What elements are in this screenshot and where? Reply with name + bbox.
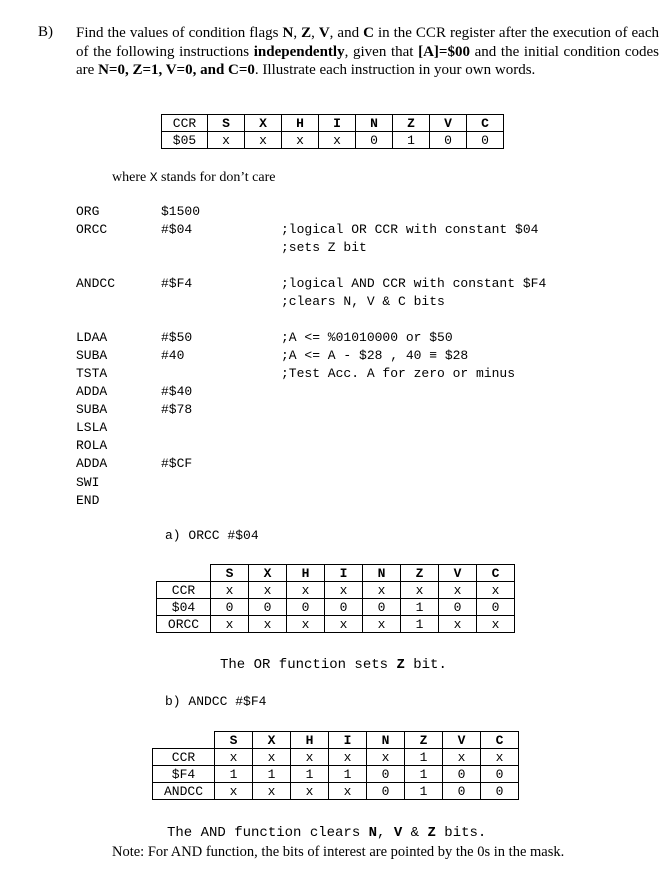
table-cell: x bbox=[319, 132, 356, 149]
section-a-title: a) ORCC #$04 bbox=[165, 528, 259, 543]
table-cell: 0 bbox=[287, 599, 325, 616]
table-cell: 0 bbox=[249, 599, 287, 616]
table-header-cell: H bbox=[291, 732, 329, 749]
table-cell: 1 bbox=[405, 749, 443, 766]
table-row bbox=[157, 599, 515, 616]
table-cell: x bbox=[245, 132, 282, 149]
table-cell: x bbox=[215, 783, 253, 800]
table-cell: $05 bbox=[162, 132, 208, 149]
table-header-cell: S bbox=[211, 565, 249, 582]
table-cell: x bbox=[211, 616, 249, 633]
table-cell: 0 bbox=[443, 783, 481, 800]
table-row-label: $04 bbox=[157, 599, 211, 616]
section-b-title: b) ANDCC #$F4 bbox=[165, 694, 267, 709]
table-cell: x bbox=[477, 582, 515, 599]
table-cell: x bbox=[325, 616, 363, 633]
table-header-cell: Z bbox=[393, 115, 430, 132]
table-header-cell: X bbox=[245, 115, 282, 132]
table-cell: x bbox=[287, 616, 325, 633]
table-header-row bbox=[157, 565, 515, 582]
andcc-table bbox=[152, 731, 519, 800]
table-cell: x bbox=[329, 749, 367, 766]
table-cell: x bbox=[443, 749, 481, 766]
table-row bbox=[157, 582, 515, 599]
table-header-cell: H bbox=[282, 115, 319, 132]
question-text: Find the values of condition flags N, Z, V, and C in the CCR register after the execution of each of the following instructions independently, given that [A]=$00 and the initial condition codes are N=0, Z=1, V=0, and C=0. Illustrate each instruction in your own words. bbox=[76, 25, 659, 79]
table-cell: x bbox=[363, 582, 401, 599]
table-cell: 0 bbox=[467, 132, 504, 149]
table-cell: x bbox=[367, 749, 405, 766]
table-row-label: ORCC bbox=[157, 616, 211, 633]
table-header-row bbox=[153, 732, 519, 749]
table-row bbox=[162, 132, 504, 149]
table-row bbox=[153, 749, 519, 766]
table-cell: x bbox=[439, 582, 477, 599]
table-row-label: CCR bbox=[153, 749, 215, 766]
table-row bbox=[157, 616, 515, 633]
table-header-cell: I bbox=[319, 115, 356, 132]
table-header-cell: X bbox=[249, 565, 287, 582]
table-header-cell: S bbox=[215, 732, 253, 749]
table-cell: x bbox=[253, 783, 291, 800]
table-cell: 0 bbox=[211, 599, 249, 616]
table-cell: x bbox=[477, 616, 515, 633]
table-header-cell: N bbox=[363, 565, 401, 582]
dont-care-note: where X stands for don’t care bbox=[112, 170, 276, 185]
table-cell: 1 bbox=[401, 616, 439, 633]
table-corner-cell bbox=[153, 732, 215, 749]
table-cell: 1 bbox=[401, 599, 439, 616]
or-function-note: The OR function sets Z bit. bbox=[220, 657, 447, 673]
table-cell: x bbox=[282, 132, 319, 149]
orcc-table bbox=[156, 564, 515, 633]
table-row-label: ANDCC bbox=[153, 783, 215, 800]
table-cell: x bbox=[208, 132, 245, 149]
table-cell: x bbox=[291, 783, 329, 800]
table-cell: 0 bbox=[477, 599, 515, 616]
table-header-cell: X bbox=[253, 732, 291, 749]
table-header-cell: I bbox=[325, 565, 363, 582]
table-header-cell: C bbox=[467, 115, 504, 132]
table-cell: 0 bbox=[367, 783, 405, 800]
table-cell: x bbox=[363, 616, 401, 633]
table-cell: x bbox=[401, 582, 439, 599]
table-header-cell: Z bbox=[405, 732, 443, 749]
table-cell: 0 bbox=[443, 766, 481, 783]
table-cell: x bbox=[329, 783, 367, 800]
question-label: B) bbox=[38, 24, 53, 40]
table-cell: 1 bbox=[215, 766, 253, 783]
table-row bbox=[153, 783, 519, 800]
table-cell: 0 bbox=[439, 599, 477, 616]
table-cell: x bbox=[211, 582, 249, 599]
table-header-cell: H bbox=[287, 565, 325, 582]
table-cell: 0 bbox=[325, 599, 363, 616]
table-header-cell: N bbox=[367, 732, 405, 749]
table-cell: 0 bbox=[356, 132, 393, 149]
table-row-label: CCR bbox=[157, 582, 211, 599]
table-cell: x bbox=[287, 582, 325, 599]
table-cell: 1 bbox=[253, 766, 291, 783]
table-cell: x bbox=[325, 582, 363, 599]
table-corner-cell bbox=[157, 565, 211, 582]
table-header-cell: V bbox=[443, 732, 481, 749]
table-header-cell: I bbox=[329, 732, 367, 749]
table-cell: 0 bbox=[481, 766, 519, 783]
table-cell: x bbox=[215, 749, 253, 766]
table-cell: 0 bbox=[363, 599, 401, 616]
table-cell: x bbox=[481, 749, 519, 766]
table-header-cell: CCR bbox=[162, 115, 208, 132]
table-header-cell: V bbox=[430, 115, 467, 132]
table-header-cell: N bbox=[356, 115, 393, 132]
table-cell: 0 bbox=[430, 132, 467, 149]
table-cell: x bbox=[291, 749, 329, 766]
table-cell: 1 bbox=[405, 766, 443, 783]
table-header-cell: V bbox=[439, 565, 477, 582]
and-mask-note: Note: For AND function, the bits of interest are pointed by the 0s in the mask. bbox=[112, 844, 565, 860]
table-cell: 1 bbox=[329, 766, 367, 783]
table-cell: 1 bbox=[291, 766, 329, 783]
table-header-cell: C bbox=[477, 565, 515, 582]
table-cell: x bbox=[439, 616, 477, 633]
table-cell: x bbox=[253, 749, 291, 766]
table-cell: x bbox=[249, 616, 287, 633]
table-cell: x bbox=[249, 582, 287, 599]
table-row bbox=[153, 766, 519, 783]
and-function-note: The AND function clears N, V & Z bits. bbox=[167, 825, 487, 841]
table-header-cell: S bbox=[208, 115, 245, 132]
table-header-cell: C bbox=[481, 732, 519, 749]
table-cell: 1 bbox=[393, 132, 430, 149]
table-cell: 0 bbox=[367, 766, 405, 783]
table-cell: 1 bbox=[405, 783, 443, 800]
table-header-row bbox=[162, 115, 504, 132]
table-cell: 0 bbox=[481, 783, 519, 800]
table-header-cell: Z bbox=[401, 565, 439, 582]
table-row-label: $F4 bbox=[153, 766, 215, 783]
initial-ccr-table bbox=[161, 114, 504, 149]
